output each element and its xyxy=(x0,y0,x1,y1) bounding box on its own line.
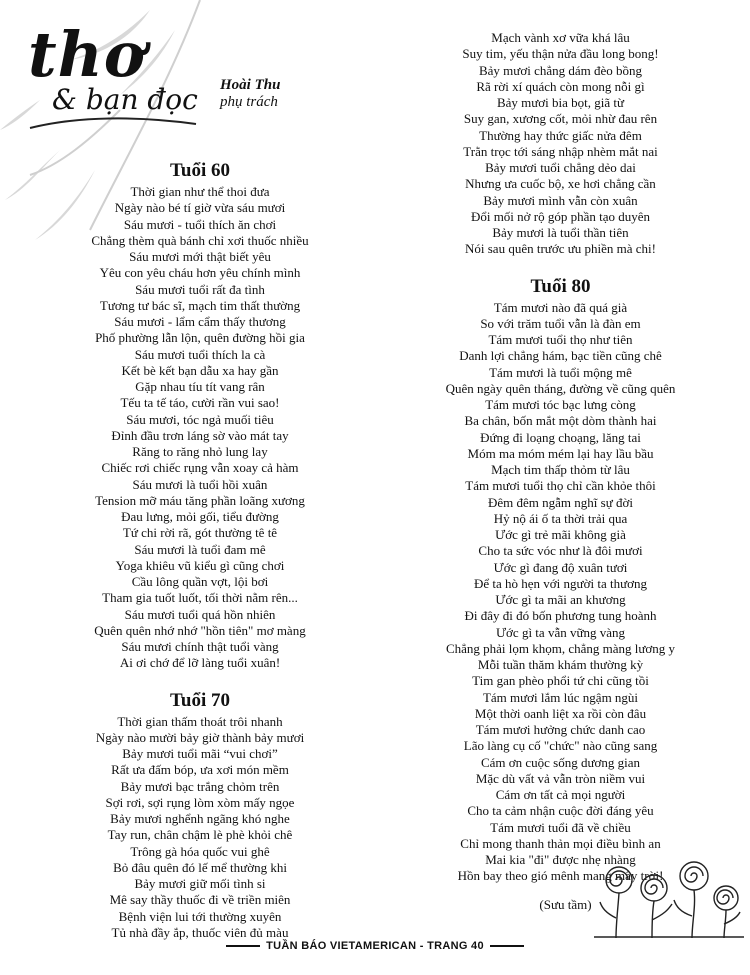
poem-line: Chẳng phải lọm khọm, chẳng màng lương y xyxy=(445,640,676,656)
poem-line: Gặp nhau tíu tít vang rân xyxy=(135,379,265,394)
poem-line: Thời gian như thể thoi đưa xyxy=(130,184,270,199)
poem-line: Bệnh viện lui tới thường xuyên xyxy=(118,908,282,924)
poem-tuoi-60 xyxy=(30,160,370,672)
poem-line: Ba chân, bốn mắt một dòm thành hai xyxy=(464,413,657,429)
poem-line: Bỏ đâu quên đó lế mể thường khi xyxy=(113,859,287,875)
poem-line: Răng to răng nhỏ lung lay xyxy=(132,444,268,459)
poem-line: Bảy mươi bạc trắng chỏm trên xyxy=(120,778,280,794)
poem-line: Rã rời xí quách còn mong nỗi gì xyxy=(476,78,645,94)
poem-line: Chỉ mong thanh thản mọi điều bình an xyxy=(460,835,661,851)
poem-line: Trông gà hóa quốc vui ghê xyxy=(130,843,270,859)
poem-line: Kết bè kết bạn dẫu xa hay gần xyxy=(121,362,279,378)
poem-line: Ước gì ta mãi an khương xyxy=(495,592,626,607)
poem-line: Ước gì đang độ xuân tươi xyxy=(493,559,628,575)
poem-line: Mỗi tuần thăm khám thường kỳ xyxy=(477,657,644,672)
poem-line: Móm ma móm mém lại hay lầu bầu xyxy=(467,445,654,461)
poem-line: Tám mươi tuổi đã về chiều xyxy=(490,819,631,835)
section-logo-subtitle: & bạn đọc xyxy=(52,83,198,116)
poem-tuoi-70 xyxy=(30,690,370,942)
poem-line: Bảy mươi là tuổi thần tiên xyxy=(492,225,629,240)
poem-line: Tủ nhà đầy ắp, thuốc viên đủ màu xyxy=(111,924,289,940)
poem-line: Ngày nào mười bảy giờ thành bảy mươi xyxy=(95,729,305,745)
poem-line: Bảy mươi bia bọt, giã từ xyxy=(496,95,625,110)
poem-line: Bảy mươi tuổi mãi “vui chơi” xyxy=(122,746,278,761)
poem-line: Chiếc rơi chiếc rụng vẫn xoay cả hàm xyxy=(101,460,299,476)
poem-line: Tương tư bác sĩ, mạch tim thất thường xyxy=(99,297,301,313)
poem-line: Thời gian thấm thoát trôi nhanh xyxy=(117,713,283,729)
poem-line: Sáu mươi tuổi thích la cà xyxy=(134,346,266,362)
poem-lines xyxy=(388,300,733,885)
poem-line: Cầu lông quần vợt, lội bơi xyxy=(131,574,269,589)
poem-line: Mê say thầy thuốc đi về triền miên xyxy=(109,892,291,908)
footer-text: TUẦN BÁO VIETAMERICAN - TRANG 40 xyxy=(266,940,484,952)
poem-line: Cho ta cảm nhận cuộc đời đáng yêu xyxy=(467,803,654,819)
spiral-flowers-illustration xyxy=(594,858,744,938)
poem-line: Bảy mươi nghểnh ngãng khó nghe xyxy=(110,811,290,826)
poem-line: Đêm đêm ngẫm nghĩ sự đời xyxy=(488,494,633,510)
section-logo-title: thơ xyxy=(28,18,147,91)
poem-tuoi-80 xyxy=(388,276,733,913)
poem-line: Suy gan, xương cốt, mỏi nhừ đau rên xyxy=(463,111,658,127)
poem-line: Sáu mươi tuổi rất đa tình xyxy=(135,281,265,297)
poem-line: Tếu ta tế táo, cười rần vui sao! xyxy=(120,395,280,411)
logo-swoosh xyxy=(28,112,198,132)
poem-line: Ước gì ta vẫn vững vàng xyxy=(495,624,626,640)
editor-role: phụ trách xyxy=(220,93,278,110)
poem-line: Ai ơi chớ để lỡ làng tuổi xuân! xyxy=(119,655,281,671)
poem-line: Tham gia tuốt luốt, tối thời nằm rên... xyxy=(102,590,298,606)
poem-line: Hỷ nộ ái ố ta thời trải qua xyxy=(493,510,628,526)
poem-line: Tám mươi là tuổi mộng mê xyxy=(489,364,632,380)
poem-title: Tuổi 60 xyxy=(169,160,231,181)
poem-line: Bảy mươi giữ mối tình si xyxy=(134,876,266,891)
poem-line: Quên ngày quên tháng, đường về cũng quên xyxy=(445,380,676,396)
poem-line: Sáu mươi mới thật biết yêu xyxy=(129,249,271,264)
poem-line: Tám mươi hưởng chức danh cao xyxy=(475,722,646,737)
poem-line: Sáu mươi - lẩm cẩm thấy thương xyxy=(114,314,286,329)
poem-line: Một thời oanh liệt xa rồi còn đâu xyxy=(474,705,647,721)
poem-line: Mặc dù vất vả vẫn tròn niềm vui xyxy=(475,770,646,786)
poem-line: Nói sau quên trước ưu phiền mà chi! xyxy=(464,241,656,257)
poem-line: Cho ta sức vóc như là đôi mươi xyxy=(478,543,643,559)
poem-title: Tuổi 80 xyxy=(530,275,591,297)
poem-line: Đau lưng, mỏi gối, tiểu đường xyxy=(121,509,279,524)
poem-line: Bảy mươi tuổi chẳng dẻo dai xyxy=(485,160,636,175)
poem-line: Phố phường lẫn lộn, quên đường hồi gia xyxy=(95,330,305,346)
editor-credit xyxy=(220,77,280,110)
poem-line: Quên quên nhớ nhớ "hồn tiên" mơ màng xyxy=(94,622,306,638)
poem-line: Cám ơn cuộc sống dương gian xyxy=(480,754,641,770)
poem-line: Yoga khiêu vũ kiểu gì cũng chơi xyxy=(115,557,285,573)
poem-line: Tám mươi lắm lúc ngậm ngùi xyxy=(482,689,639,705)
poem-line: Ngày nào bé tí giờ vừa sáu mươi xyxy=(114,200,286,216)
poem-line: Rất ưa đấm bóp, ưa xơi món mềm xyxy=(111,762,289,778)
poem-line: Mạch vành xơ vữa khá lâu xyxy=(491,30,630,45)
poem-line: Tay run, chân chậm lè phè khỏi chê xyxy=(107,827,293,843)
poem-line: Tim gan phèo phổi tứ chi cũng tồi xyxy=(472,673,649,689)
right-column xyxy=(388,30,733,913)
poem-line: Sáu mươi là tuổi đam mê xyxy=(134,541,266,557)
poem-line: Đỉnh đầu trơn láng sờ vào mát tay xyxy=(111,427,289,443)
poem-line: Sáu mươi, tóc ngả muối tiêu xyxy=(126,411,274,427)
poem-line: Trằn trọc tới sáng nhập nhèm mắt nai xyxy=(463,143,658,159)
source-credit: (Sưu tầm) xyxy=(539,896,592,912)
poem-line: Sáu mươi chính thật tuổi vàng xyxy=(121,639,279,654)
page-footer xyxy=(0,940,750,952)
poem-line: Yêu con yêu cháu hơn yêu chính mình xyxy=(99,265,301,281)
poem-line: Tám mươi tuổi thọ chỉ cần khỏe thôi xyxy=(465,478,656,494)
poem-line: So với trăm tuổi vẫn là đàn em xyxy=(480,315,641,331)
poem-lines xyxy=(30,714,370,942)
editor-name: Hoài Thu xyxy=(220,77,281,93)
poem-line: Suy tim, yếu thận nửa đầu long bong! xyxy=(462,46,659,62)
poem-line: Sáu mươi - tuổi thích ăn chơi xyxy=(123,216,277,232)
poem-line: Danh lợi chẳng hám, bạc tiền cũng chê xyxy=(459,348,662,364)
poem-line: Sáu mươi tuổi quá hồn nhiên xyxy=(124,606,276,622)
poem-line: Tứ chi rời rã, gót thường tê tê xyxy=(122,525,278,541)
poem-line: Sợi rơi, sợi rụng lòm xòm mấy ngọe xyxy=(105,794,295,810)
poem-line: Đứng đi loạng choạng, lăng tai xyxy=(480,429,641,445)
poem-line: Bảy mươi mình vẫn còn xuân xyxy=(483,192,638,208)
poem-lines-continued xyxy=(388,30,733,258)
poem-title: Tuổi 70 xyxy=(169,689,231,711)
poem-line: Tám mươi tuổi thọ như tiên xyxy=(488,332,633,347)
poem-line: Tension mỡ máu tăng phần loãng xương xyxy=(95,492,305,508)
poem-line: Mai kia "đi" được nhẹ nhàng xyxy=(485,852,636,867)
poem-line: Để ta hò hẹn với người ta thương xyxy=(474,575,647,591)
poem-line: Bảy mươi chẳng dám đèo bồng xyxy=(478,62,643,78)
poem-line: Đổi mối nở rộ góp phần tạo duyên xyxy=(470,208,651,224)
poem-line: Tám mươi nào đã quá già xyxy=(493,299,628,315)
poem-line: Hồn bay theo gió mênh mang mây trời! xyxy=(457,868,664,884)
poem-line: Tám mươi tóc bạc lưng còng xyxy=(485,397,636,412)
poem-line: Ước gì trẻ mãi không già xyxy=(495,527,626,542)
poem-line: Thường hay thức giấc nửa đêm xyxy=(479,127,642,143)
poem-line: Cám ơn tất cả mọi người xyxy=(495,787,626,802)
poem-line: Mạch tim thấp thỏm từ lâu xyxy=(491,462,630,477)
left-column xyxy=(30,160,370,941)
poem-line: Lão làng cụ cố "chức" nào cũng sang xyxy=(463,738,658,754)
poem-line: Đi đây đi đó bốn phương tung hoành xyxy=(464,608,657,624)
poem-line: Chẳng thèm quà bánh chỉ xơi thuốc nhiều xyxy=(91,232,309,248)
poem-line: Sáu mươi là tuổi hồi xuân xyxy=(132,476,268,492)
poem-lines xyxy=(30,184,370,672)
poem-line: Nhưng ưa cuốc bộ, xe hơi chẳng cần xyxy=(465,176,656,192)
